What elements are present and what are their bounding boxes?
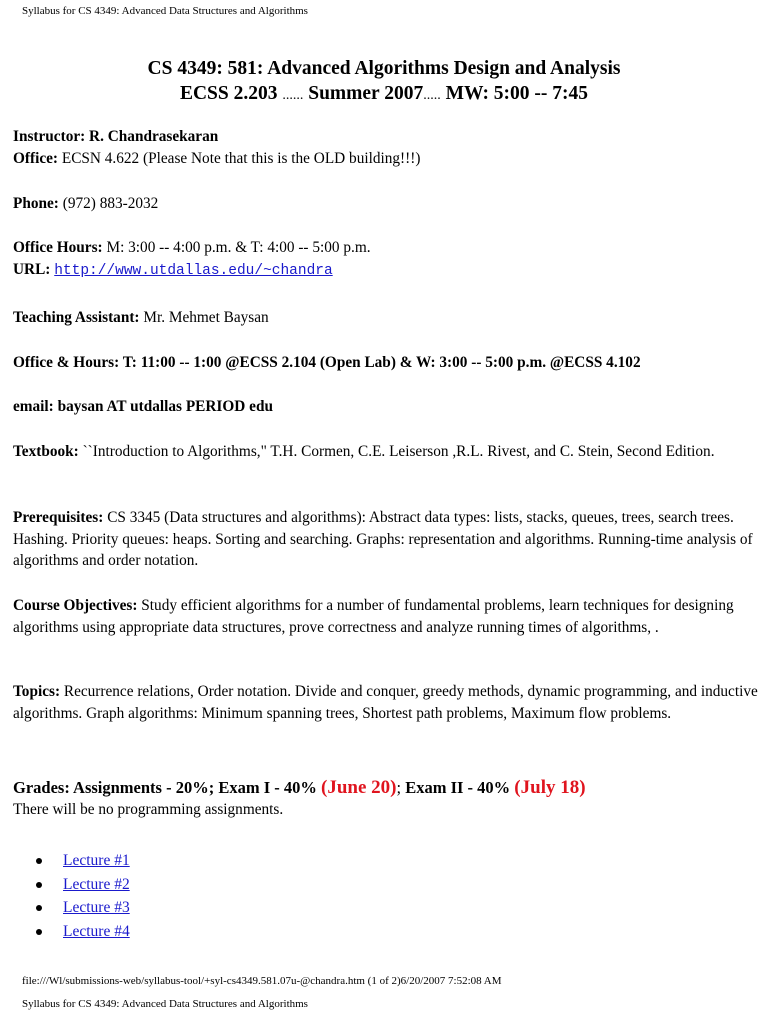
lecture-list bbox=[13, 849, 130, 943]
prerequisites-block bbox=[13, 507, 758, 572]
phone-line: Phone: (972) 883-2032 bbox=[13, 195, 159, 212]
grades-line: Grades: Assignments - 20%; Exam I - 40% (June 20); Exam II - 40% (July 18) bbox=[13, 777, 586, 798]
prerequisites-label: Prerequisites: bbox=[13, 509, 104, 526]
instructor-name: Instructor: R. Chandrasekaran bbox=[13, 128, 219, 145]
footer-running-title: Syllabus for CS 4349: Advanced Data Structures and Algorithms bbox=[22, 998, 308, 1010]
list-item bbox=[63, 896, 130, 920]
phone-block bbox=[13, 193, 758, 215]
room: ECSS 2.203 bbox=[179, 83, 278, 104]
prerequisites-value: CS 3345 (Data structures and algorithms): Abstract data types: lists, stacks, queues, trees, search trees. Hashing. Priority queues: heaps. Sorting and searching. Graphs: representation and algorithms. Running-time analysis of algorithms and order notation. bbox=[13, 509, 753, 569]
topics-label: Topics: bbox=[13, 683, 61, 700]
footer-file-path: file:///Wl/submissions-web/syllabus-tool/+syl-cs4349.581.07u-@chandra.htm (1 of 2)6/20/2007 7:52:08 AM bbox=[22, 975, 502, 987]
objectives-block bbox=[13, 595, 758, 638]
objectives-label: Course Objectives: bbox=[13, 597, 138, 614]
schedule: MW: 5:00 -- 7:45 bbox=[445, 83, 589, 104]
office-line: Office: ECSN 4.622 (Please Note that this is the OLD building!!!) bbox=[13, 149, 421, 167]
instructor-url-link[interactable]: http://www.utdallas.edu/~chandra bbox=[54, 262, 333, 279]
url-line: URL: http://www.utdallas.edu/~chandra bbox=[13, 260, 333, 279]
course-title-line1: CS 4349: 581: Advanced Algorithms Design and Analysis bbox=[147, 58, 621, 79]
programming-note: There will be no programming assignments. bbox=[13, 800, 284, 818]
bullet-icon bbox=[36, 858, 42, 864]
grades-block bbox=[13, 777, 758, 820]
office-hours-line: Office Hours: M: 3:00 -- 4:00 p.m. & T: 4:00 -- 5:00 p.m. bbox=[13, 239, 371, 256]
course-title bbox=[0, 56, 768, 108]
textbook-value: ``Introduction to Algorithms," T.H. Cormen, C.E. Leiserson ,R.L. Rivest, and C. Stein, Second Edition. bbox=[82, 443, 715, 460]
textbook-label: Textbook: bbox=[13, 443, 79, 460]
running-header: Syllabus for CS 4349: Advanced Data Structures and Algorithms bbox=[22, 5, 308, 17]
office-hours-block bbox=[13, 237, 758, 282]
topics-block bbox=[13, 681, 758, 724]
ta-email: email: baysan AT utdallas PERIOD edu bbox=[13, 398, 273, 415]
list-item bbox=[63, 920, 130, 944]
list-item bbox=[63, 873, 130, 897]
ta-block bbox=[13, 307, 758, 329]
topics-value: Recurrence relations, Order notation. Divide and conquer, greedy methods, dynamic programming, and inductive algorithms. Graph algorithms: Minimum spanning trees, Shortest path problems, Maximum flow problems. bbox=[13, 683, 758, 722]
list-item bbox=[63, 849, 130, 873]
lecture-link[interactable]: Lecture #1 bbox=[63, 852, 130, 869]
objectives-value: Study efficient algorithms for a number of fundamental problems, learn techniques for designing algorithms using appropriate data structures, prove correctness and analyze running times of algorithms, . bbox=[13, 597, 734, 636]
bullet-icon bbox=[36, 929, 42, 935]
course-title-line2 bbox=[0, 81, 768, 108]
bullet-icon bbox=[36, 905, 42, 911]
separator-dots: ..... bbox=[423, 88, 441, 103]
lecture-link[interactable]: Lecture #2 bbox=[63, 875, 130, 893]
ta-line: Teaching Assistant: Mr. Mehmet Baysan bbox=[13, 309, 269, 326]
separator-dots: ...... bbox=[282, 88, 304, 103]
exam2-date: (July 18) bbox=[514, 777, 586, 798]
instructor-block bbox=[13, 126, 758, 169]
term: Summer 2007 bbox=[308, 83, 424, 104]
lecture-link[interactable]: Lecture #3 bbox=[63, 899, 130, 916]
bullet-icon bbox=[36, 882, 42, 888]
ta-hours: Office & Hours: T: 11:00 -- 1:00 @ECSS 2.104 (Open Lab) & W: 3:00 -- 5:00 p.m. @ECSS 4.102 bbox=[13, 354, 641, 371]
textbook-block bbox=[13, 441, 758, 463]
lecture-link[interactable]: Lecture #4 bbox=[63, 922, 130, 940]
exam1-date: (June 20) bbox=[321, 777, 397, 798]
